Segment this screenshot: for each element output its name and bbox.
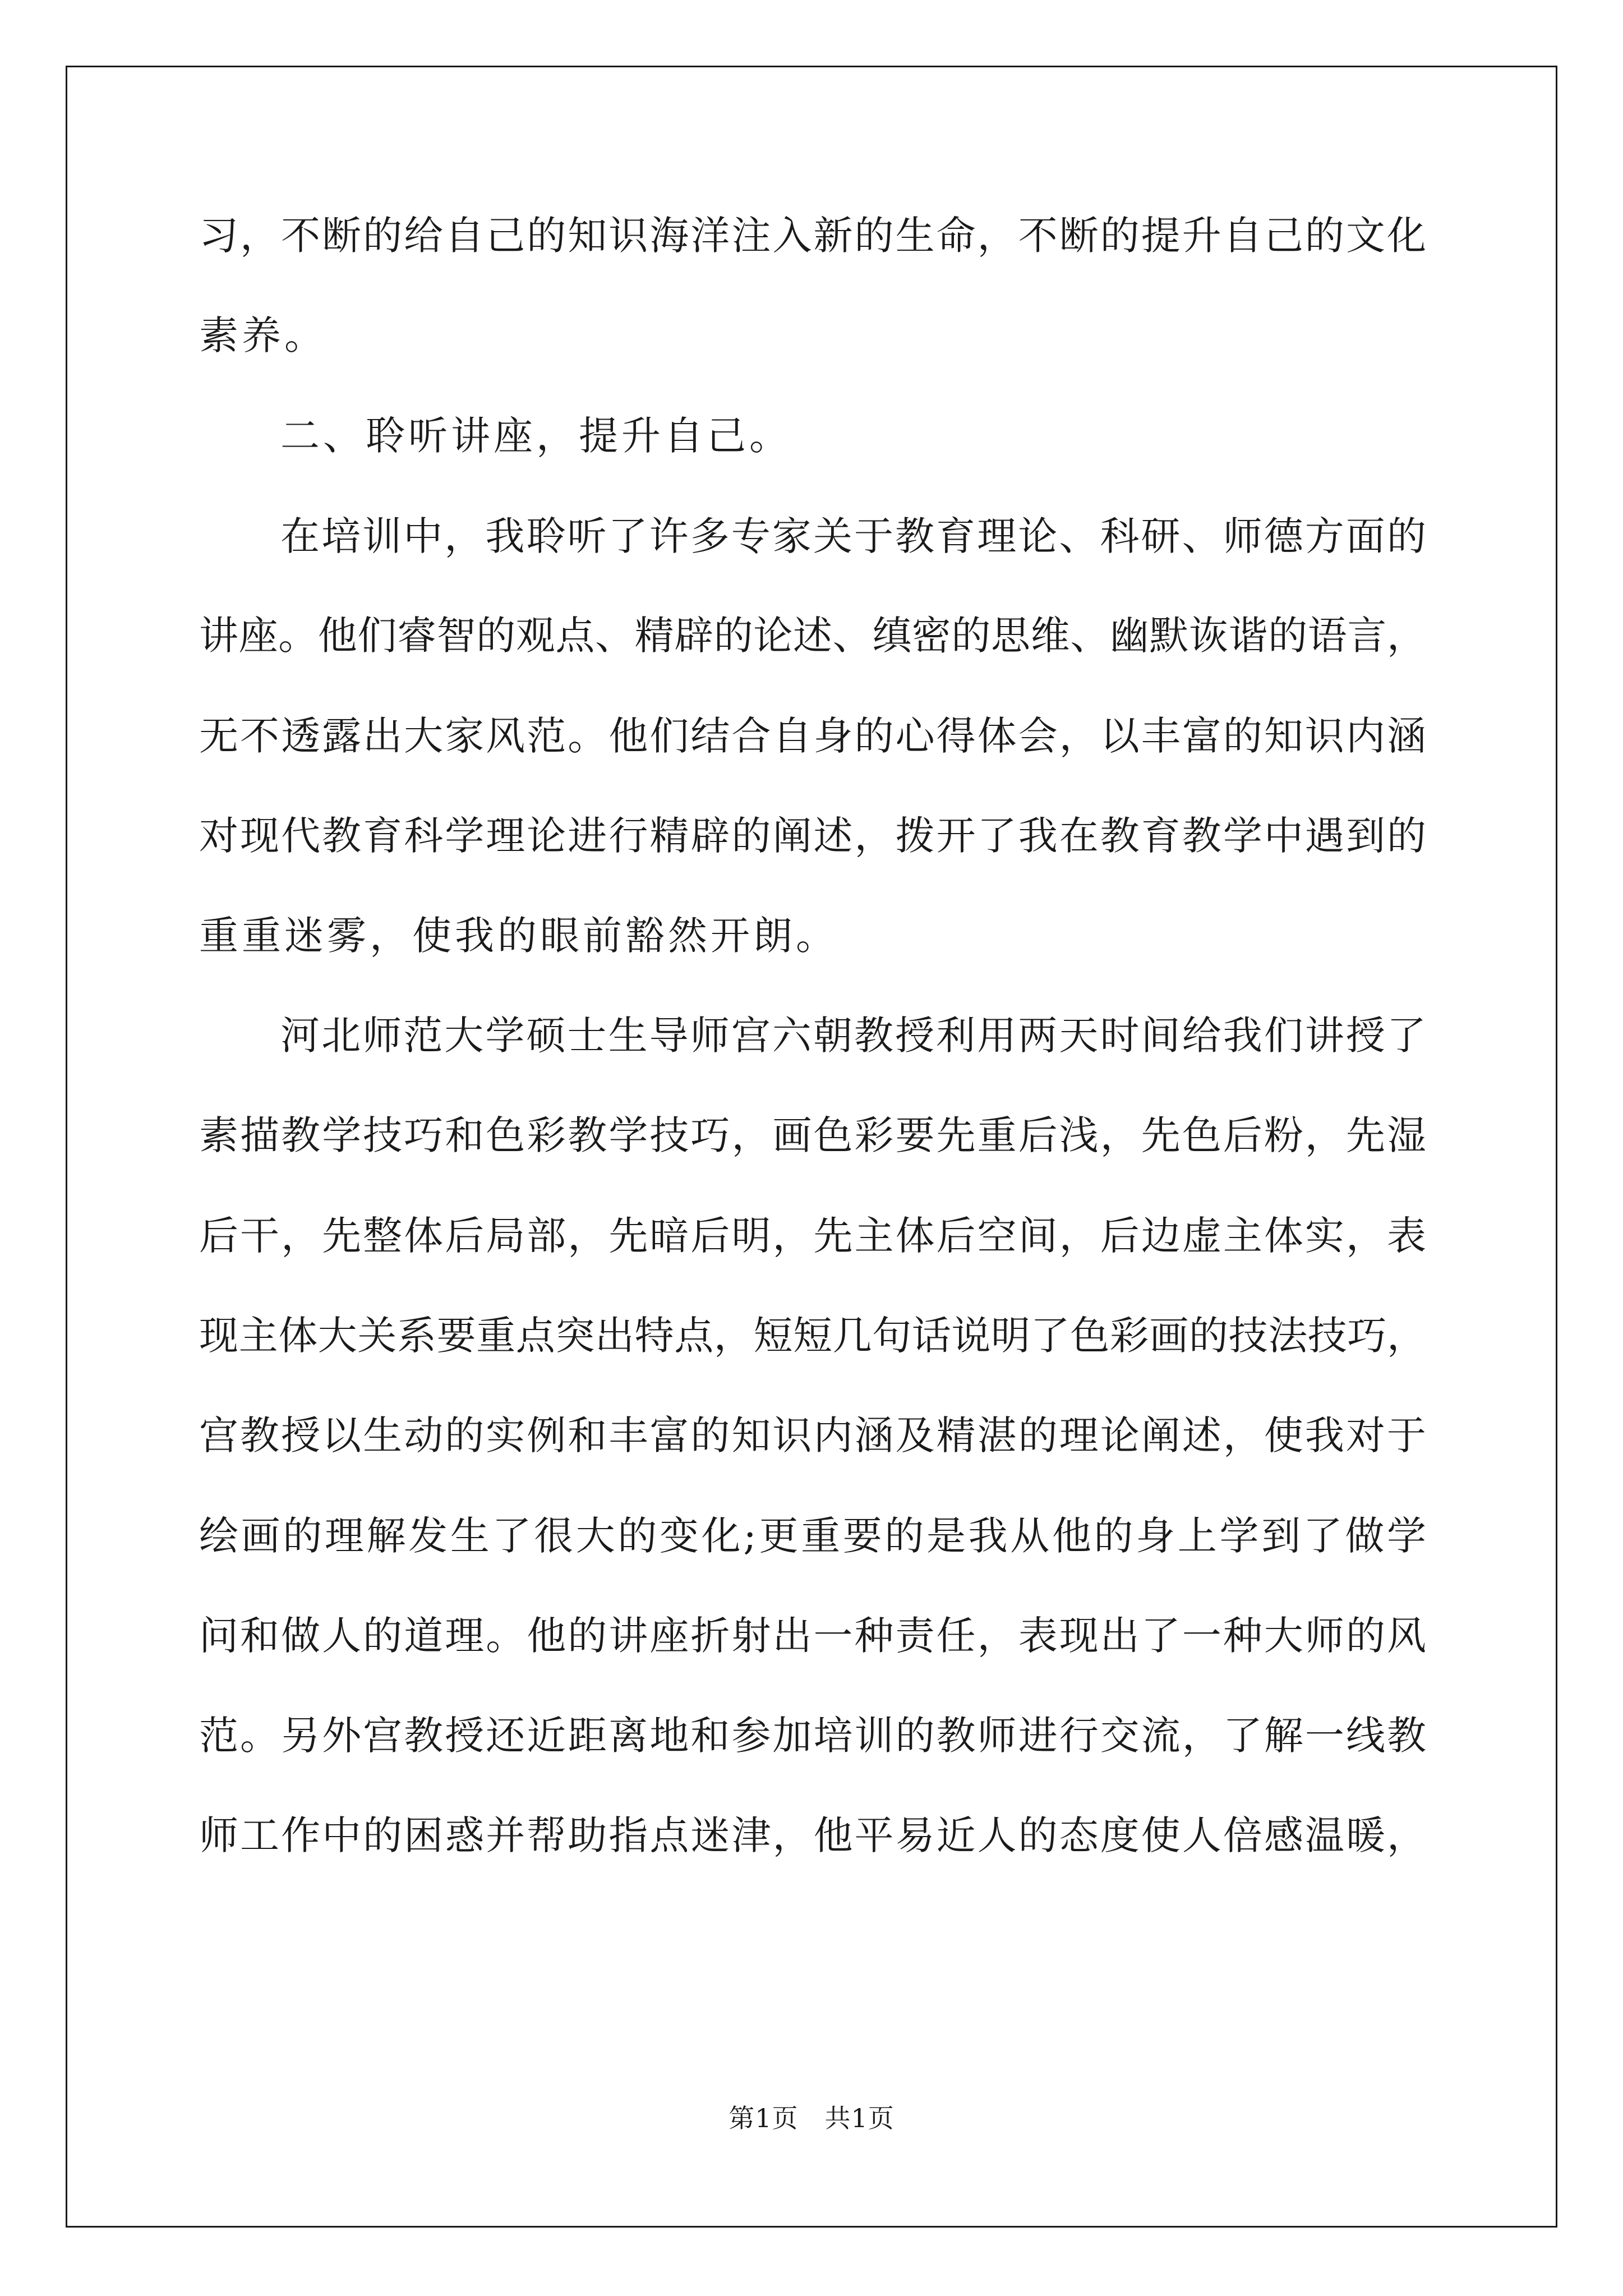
text-line: 现主体大关系要重点突出特点，短短几句话说明了色彩画的技法技巧， xyxy=(199,1313,1426,1359)
text-line: 重重迷雾，使我的眼前豁然开朗。 xyxy=(199,913,838,959)
page-footer: 第1页 共1页 xyxy=(728,2103,895,2133)
text-line: 后干，先整体后局部，先暗后明，先主体后空间，后边虚主体实，表 xyxy=(199,1213,1426,1259)
text-line: 宫教授以生动的实例和丰富的知识内涵及精湛的理论阐述，使我对于 xyxy=(199,1412,1426,1458)
text-line: 素描教学技巧和色彩教学技巧，画色彩要先重后浅，先色后粉，先湿 xyxy=(199,1112,1426,1158)
text-line: 素养。 xyxy=(199,312,327,358)
text-line: 河北师范大学硕士生导师宫六朝教授利用两天时间给我们讲授了 xyxy=(280,1013,1426,1059)
text-line: 二、聆听讲座，提升自己。 xyxy=(280,413,792,459)
text-line: 师工作中的困惑并帮助指点迷津，他平易近人的态度使人倍感温暖， xyxy=(199,1812,1426,1858)
text-line: 在培训中，我聆听了许多专家关于教育理论、科研、师德方面的 xyxy=(280,513,1426,559)
text-line: 问和做人的道理。他的讲座折射出一种责任，表现出了一种大师的风 xyxy=(199,1613,1426,1659)
text-line: 无不透露出大家风范。他们结合自身的心得体会，以丰富的知识内涵 xyxy=(199,713,1426,759)
text-line: 对现代教育科学理论进行精辟的阐述，拨开了我在教育教学中遇到的 xyxy=(199,813,1426,859)
text-line: 习，不断的给自己的知识海洋注入新的生命，不断的提升自己的文化 xyxy=(199,213,1426,259)
text-line: 范。另外宫教授还近距离地和参加培训的教师进行交流，了解一线教 xyxy=(199,1713,1426,1759)
text-line: 讲座。他们睿智的观点、精辟的论述、缜密的思维、幽默诙谐的语言， xyxy=(199,613,1426,659)
text-line: 绘画的理解发生了很大的变化;更重要的是我从他的身上学到了做学 xyxy=(199,1513,1426,1559)
